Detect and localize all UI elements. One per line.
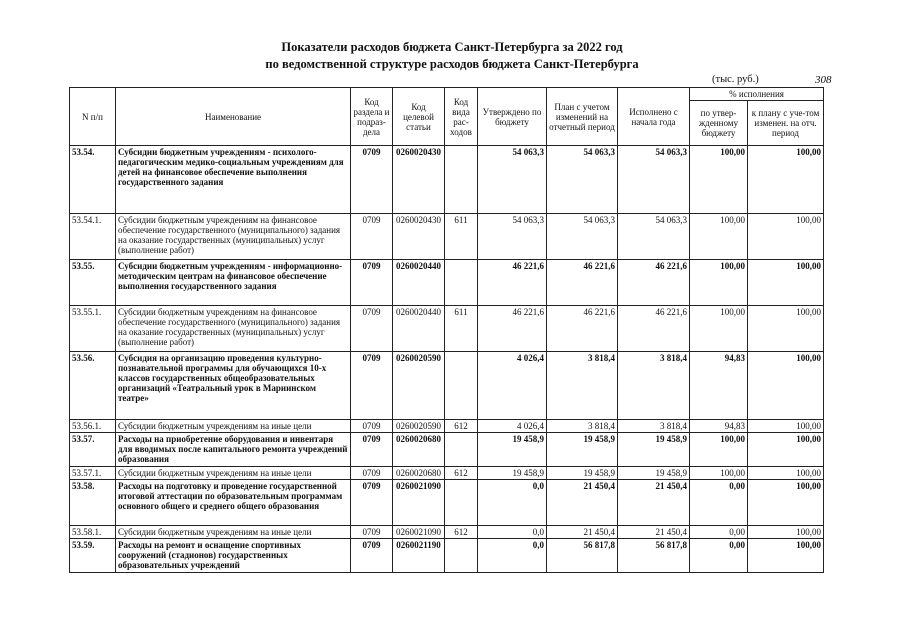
table-row xyxy=(70,433,824,467)
cell-pct-plan: 100,00 xyxy=(748,146,824,214)
cell-target-code: 0260020590 xyxy=(393,352,445,420)
cell-pct-approved: 100,00 xyxy=(690,467,748,480)
cell-target-code: 0260021090 xyxy=(393,480,445,526)
cell-approved: 19 458,9 xyxy=(478,433,547,467)
cell-pct-plan: 100,00 xyxy=(748,260,824,306)
table-row xyxy=(70,352,824,420)
cell-pct-plan: 100,00 xyxy=(748,352,824,420)
cell-target-code: 0260020680 xyxy=(393,467,445,480)
header-num: N п/п xyxy=(70,88,116,146)
cell-num: 53.58.1. xyxy=(70,526,116,539)
cell-num: 53.55.1. xyxy=(70,306,116,352)
cell-target-code: 0260021190 xyxy=(393,539,445,573)
cell-executed: 3 818,4 xyxy=(618,352,690,420)
cell-pct-plan: 100,00 xyxy=(748,526,824,539)
cell-executed: 54 063,3 xyxy=(618,214,690,260)
page-number: 308 xyxy=(815,74,832,86)
cell-num: 53.56. xyxy=(70,352,116,420)
cell-executed: 56 817,8 xyxy=(618,539,690,573)
cell-name: Субсидия на организацию проведения культурно-познавательной программы для обучающихся 10-х классов государственных общеобразовательных организаций «Театральный урок в Мариинском театре» xyxy=(116,352,351,420)
cell-pct-approved: 0,00 xyxy=(690,526,748,539)
cell-num: 53.59. xyxy=(70,539,116,573)
header-percent-group: % исполнения xyxy=(690,88,824,101)
cell-section-code: 0709 xyxy=(351,214,393,260)
cell-name: Субсидии бюджетным учреждениям на иные цели xyxy=(116,420,351,433)
cell-type-code: 611 xyxy=(445,306,478,352)
cell-type-code xyxy=(445,480,478,526)
header-executed: Исполнено с начала года xyxy=(618,88,690,146)
cell-num: 53.57. xyxy=(70,433,116,467)
cell-section-code: 0709 xyxy=(351,420,393,433)
cell-executed: 46 221,6 xyxy=(618,260,690,306)
cell-target-code: 0260020430 xyxy=(393,146,445,214)
header-type-code: Код вида рас-ходов xyxy=(445,88,478,146)
cell-plan: 46 221,6 xyxy=(547,306,618,352)
cell-executed: 21 450,4 xyxy=(618,526,690,539)
cell-approved: 4 026,4 xyxy=(478,420,547,433)
cell-name: Расходы на приобретение оборудования и инвентаря для вводимых после капитального ремонта учреждений образования xyxy=(116,433,351,467)
cell-type-code xyxy=(445,352,478,420)
cell-plan: 56 817,8 xyxy=(547,539,618,573)
cell-name: Расходы на ремонт и оснащение спортивных сооружений (стадионов) государственных образовательных учреждений xyxy=(116,539,351,573)
cell-plan: 54 063,3 xyxy=(547,214,618,260)
cell-pct-approved: 94,83 xyxy=(690,420,748,433)
header-pct-approved: по утвер-жденному бюджету xyxy=(690,101,748,146)
cell-type-code: 612 xyxy=(445,467,478,480)
cell-target-code: 0260021090 xyxy=(393,526,445,539)
cell-section-code: 0709 xyxy=(351,433,393,467)
cell-plan: 21 450,4 xyxy=(547,480,618,526)
cell-name: Субсидии бюджетным учреждениям на иные цели xyxy=(116,467,351,480)
cell-type-code xyxy=(445,146,478,214)
table-row xyxy=(70,146,824,214)
cell-approved: 0,0 xyxy=(478,539,547,573)
table-header xyxy=(70,88,824,146)
cell-pct-approved: 100,00 xyxy=(690,306,748,352)
cell-plan: 3 818,4 xyxy=(547,420,618,433)
cell-type-code: 612 xyxy=(445,526,478,539)
cell-section-code: 0709 xyxy=(351,260,393,306)
header-section-code: Код раздела и подраз-дела xyxy=(351,88,393,146)
table-row xyxy=(70,306,824,352)
cell-pct-plan: 100,00 xyxy=(748,306,824,352)
cell-type-code: 612 xyxy=(445,420,478,433)
header-approved: Утверждено по бюджету xyxy=(478,88,547,146)
table-row xyxy=(70,420,824,433)
cell-section-code: 0709 xyxy=(351,306,393,352)
cell-type-code xyxy=(445,539,478,573)
cell-approved: 46 221,6 xyxy=(478,306,547,352)
cell-plan: 54 063,3 xyxy=(547,146,618,214)
units-label: (тыс. руб.) xyxy=(712,74,759,85)
cell-name: Субсидии бюджетным учреждениям на финансовое обеспечение государственного (муниципального) задания на оказание государственных (муниципальных) услуг (выполнение работ) xyxy=(116,306,351,352)
cell-executed: 54 063,3 xyxy=(618,146,690,214)
table-body xyxy=(70,146,824,573)
cell-target-code: 0260020440 xyxy=(393,260,445,306)
table-row xyxy=(70,539,824,573)
cell-target-code: 0260020440 xyxy=(393,306,445,352)
table-row xyxy=(70,480,824,526)
cell-pct-plan: 100,00 xyxy=(748,467,824,480)
table-row xyxy=(70,526,824,539)
cell-name: Субсидии бюджетным учреждениям на финансовое обеспечение государственного (муниципального) задания на оказание государственных (муниципальных) услуг (выполнение работ) xyxy=(116,214,351,260)
cell-section-code: 0709 xyxy=(351,352,393,420)
cell-plan: 19 458,9 xyxy=(547,467,618,480)
cell-approved: 54 063,3 xyxy=(478,214,547,260)
cell-pct-approved: 0,00 xyxy=(690,480,748,526)
cell-section-code: 0709 xyxy=(351,480,393,526)
cell-executed: 46 221,6 xyxy=(618,306,690,352)
cell-section-code: 0709 xyxy=(351,467,393,480)
header-name: Наименование xyxy=(116,88,351,146)
cell-pct-plan: 100,00 xyxy=(748,433,824,467)
cell-pct-approved: 100,00 xyxy=(690,433,748,467)
budget-table xyxy=(69,87,824,573)
cell-pct-approved: 94,83 xyxy=(690,352,748,420)
cell-plan: 3 818,4 xyxy=(547,352,618,420)
cell-type-code: 611 xyxy=(445,214,478,260)
cell-target-code: 0260020590 xyxy=(393,420,445,433)
table-row xyxy=(70,467,824,480)
table-row xyxy=(70,260,824,306)
cell-approved: 0,0 xyxy=(478,526,547,539)
cell-type-code xyxy=(445,433,478,467)
cell-executed: 21 450,4 xyxy=(618,480,690,526)
cell-pct-plan: 100,00 xyxy=(748,420,824,433)
cell-approved: 54 063,3 xyxy=(478,146,547,214)
cell-name: Субсидии бюджетным учреждениям - информационно-методическим центрам на финансовое обеспечение выполнения государственного задания xyxy=(116,260,351,306)
cell-num: 53.54. xyxy=(70,146,116,214)
cell-target-code: 0260020680 xyxy=(393,433,445,467)
cell-name: Субсидии бюджетным учреждениям - психолого-педагогическим медико-социальным учреждениям для детей на финансовое обеспечение выполнения государственного задания xyxy=(116,146,351,214)
cell-section-code: 0709 xyxy=(351,539,393,573)
table-row xyxy=(70,214,824,260)
cell-plan: 46 221,6 xyxy=(547,260,618,306)
cell-pct-plan: 100,00 xyxy=(748,539,824,573)
document-title: Показатели расходов бюджета Санкт-Петербурга за 2022 год xyxy=(281,40,623,54)
cell-target-code: 0260020430 xyxy=(393,214,445,260)
cell-pct-approved: 100,00 xyxy=(690,146,748,214)
cell-section-code: 0709 xyxy=(351,526,393,539)
cell-approved: 4 026,4 xyxy=(478,352,547,420)
cell-type-code xyxy=(445,260,478,306)
header-plan: План с учетом изменений на отчетный период xyxy=(547,88,618,146)
cell-section-code: 0709 xyxy=(351,146,393,214)
cell-pct-approved: 100,00 xyxy=(690,214,748,260)
cell-name: Субсидии бюджетным учреждениям на иные цели xyxy=(116,526,351,539)
cell-executed: 19 458,9 xyxy=(618,467,690,480)
cell-num: 53.57.1. xyxy=(70,467,116,480)
cell-pct-approved: 0,00 xyxy=(690,539,748,573)
cell-num: 53.56.1. xyxy=(70,420,116,433)
cell-executed: 3 818,4 xyxy=(618,420,690,433)
cell-approved: 0,0 xyxy=(478,480,547,526)
cell-num: 53.54.1. xyxy=(70,214,116,260)
cell-plan: 19 458,9 xyxy=(547,433,618,467)
document-subtitle: по ведомственной структуре расходов бюджета Санкт-Петербурга xyxy=(265,57,639,71)
cell-executed: 19 458,9 xyxy=(618,433,690,467)
cell-pct-plan: 100,00 xyxy=(748,480,824,526)
cell-approved: 19 458,9 xyxy=(478,467,547,480)
cell-plan: 21 450,4 xyxy=(547,526,618,539)
cell-approved: 46 221,6 xyxy=(478,260,547,306)
header-target-code: Код целевой статьи xyxy=(393,88,445,146)
cell-num: 53.58. xyxy=(70,480,116,526)
header-pct-plan: к плану с уче-том изменен. на отч. период xyxy=(748,101,824,146)
cell-num: 53.55. xyxy=(70,260,116,306)
cell-pct-approved: 100,00 xyxy=(690,260,748,306)
cell-pct-plan: 100,00 xyxy=(748,214,824,260)
cell-name: Расходы на подготовку и проведение государственной итоговой аттестации по образовательным программам основного общего и среднего общего образования xyxy=(116,480,351,526)
